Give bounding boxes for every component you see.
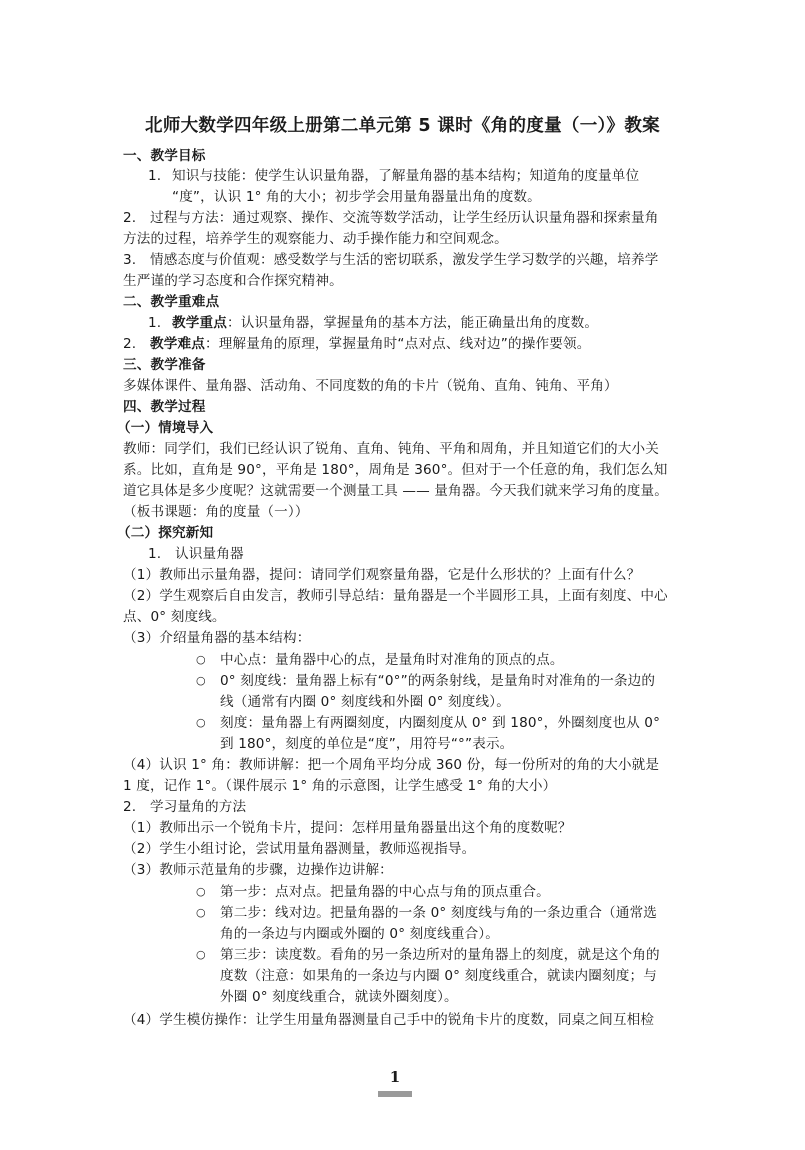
goal-1-number: 1. [148,168,162,184]
key-point-1-text: ：认识量角器，掌握量角的基本方法，能正确量出角的度数。 [226,315,599,331]
intro-line-4: （板书课题：角的度量（一）） [123,504,309,520]
procedure-step-3-line-3: 外圈 0° 刻度线重合，就读外圈刻度）。 [220,989,458,1005]
page-title: 北师大数学四年级上册第二单元第 5 课时《角的度量（一）》教案 [145,116,660,136]
bullet-icon: ○ [196,716,206,729]
structure-scale-line-1: 刻度：量角器上有两圈刻度，内圈刻度从 0° 到 180°，外圈刻度也从 0° [220,715,661,731]
intro-line-3: 道它具体是多少度呢？这就需要一个测量工具 —— 量角器。今天我们就来学习角的度量。 [123,483,668,499]
goal-2-line-2: 方法的过程，培养学生的观察能力、动手操作能力和空间观念。 [123,231,508,247]
procedure-step-2-line-2: 角的一条边与内圈或外圈的 0° 刻度线重合）。 [220,926,500,942]
topic-know-protractor: 1. 认识量角器 [148,546,244,562]
method-step-1: （1）教师出示一个锐角卡片，提问：怎样用量角器量出这个角的度数呢？ [123,820,572,836]
goal-2-line-1: 2. 过程与方法：通过观察、操作、交流等数学活动，让学生经历认识量角器和探索量角 [123,210,659,226]
structure-zero-line-1: 0° 刻度线：量角器上标有“0°”的两条射线，是量角时对准角的一条边的 [220,673,656,689]
structure-scale-line-2: 到 180°，刻度的单位是“度”，用符号“°”表示。 [220,736,514,752]
key-point-1 [172,313,598,333]
procedure-step-1: 第一步：点对点。把量角器的中心点与角的顶点重合。 [220,884,550,900]
section-heading-process: 四、教学过程 [123,399,206,415]
know-step-3: （3）介绍量角器的基本结构： [123,630,311,646]
goal-3-line-2: 生严谨的学习态度和合作探究精神。 [123,273,343,289]
procedure-step-3-line-2: 度数（注意：如果角的一条边与内圈 0° 刻度线重合，就读内圈刻度；与 [220,968,657,984]
preparation-text: 多媒体课件、量角器、活动角、不同度数的角的卡片（锐角、直角、钝角、平角） [123,378,618,394]
subsection-heading-explore: （二）探究新知 [117,525,214,541]
subsection-heading-intro: （一）情境导入 [117,420,214,436]
method-step-3: （3）教师示范量角的步骤，边操作边讲解： [123,862,393,878]
procedure-step-2-line-1: 第二步：线对边。把量角器的一条 0° 刻度线与角的一条边重合（通常选 [220,905,657,921]
goal-1-line-2: “度”，认识 1° 角的大小；初步学会用量角器量出角的度数。 [172,189,541,205]
key-point-1-number: 1. [148,315,162,331]
bullet-icon: ○ [196,948,206,961]
key-point-2 [150,334,590,354]
page-number: 1 [389,1068,401,1086]
structure-center-point: 中心点：量角器中心的点，是量角时对准角的顶点的点。 [220,652,564,668]
section-heading-key-points: 二、教学重难点 [123,294,220,310]
structure-zero-line-2: 线（通常有内圈 0° 刻度线和外圈 0° 刻度线）。 [220,694,510,710]
bullet-icon: ○ [196,653,206,666]
procedure-step-3-line-1: 第三步：读度数。看角的另一条边所对的量角器上的刻度，就是这个角的 [220,947,660,963]
key-point-2-number: 2. [123,336,137,352]
know-step-4-line-1: （4）认识 1° 角：教师讲解：把一个周角平均分成 360 份，每一份所对的角的大小就是 [123,757,660,773]
bullet-icon: ○ [196,674,206,687]
goal-1-line-1: 知识与技能：使学生认识量角器，了解量角器的基本结构；知道角的度量单位 [172,168,640,184]
key-point-2-text: ：理解量角的原理，掌握量角时“点对点、线对边”的操作要领。 [204,336,591,352]
know-step-2-line-2: 点、0° 刻度线。 [123,609,226,625]
intro-line-2: 系。比如，直角是 90°，平角是 180°，周角是 360°。但对于一个任意的角，我们怎么知 [123,462,668,478]
know-step-4-line-2: 1 度，记作 1°。（课件展示 1° 角的示意图，让学生感受 1° 角的大小） [123,778,557,794]
method-step-2: （2）学生小组讨论，尝试用量角器测量，教师巡视指导。 [123,841,476,857]
method-step-4: （4）学生模仿操作：让学生用量角器测量自己手中的锐角卡片的度数，同桌之间互相检 [123,1012,655,1028]
page-number-bar [378,1091,412,1097]
topic-measure-method: 2. 学习量角的方法 [123,799,247,815]
intro-line-1: 教师：同学们，我们已经认识了锐角、直角、钝角、平角和周角，并且知道它们的大小关 [123,441,660,457]
key-point-1-label: 教学重点 [172,315,227,331]
know-step-2-line-1: （2）学生观察后自由发言，教师引导总结：量角器是一个半圆形工具，上面有刻度、中心 [123,588,668,604]
bullet-icon: ○ [196,885,206,898]
know-step-1: （1）教师出示量角器，提问：请同学们观察量角器，它是什么形状的？上面有什么？ [123,567,641,583]
section-heading-preparation: 三、教学准备 [123,357,206,373]
goal-3-line-1: 3. 情感态度与价值观：感受数学与生活的密切联系，激发学生学习数学的兴趣，培养学 [123,252,659,268]
section-heading-goals: 一、教学目标 [123,148,206,164]
bullet-icon: ○ [196,906,206,919]
key-point-2-label: 教学难点 [150,336,205,352]
